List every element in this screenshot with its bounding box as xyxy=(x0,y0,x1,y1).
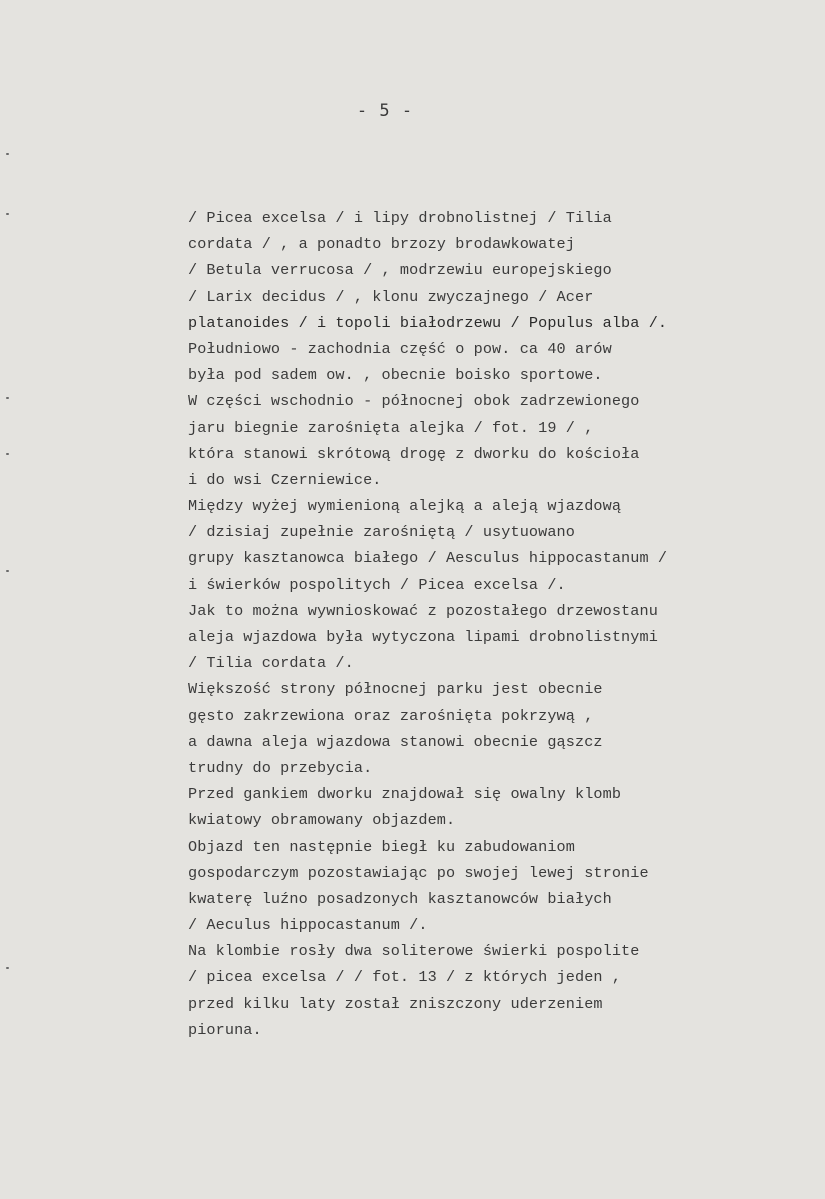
text-line: grupy kasztanowca białego / Aesculus hippocastanum / xyxy=(188,549,668,568)
text-line: Przed gankiem dworku znajdował się owalny klomb xyxy=(188,785,622,804)
text-line: Objazd ten następnie biegł ku zabudowaniom xyxy=(188,837,575,856)
text-line: kwaterę luźno posadzonych kasztanowców białych xyxy=(188,889,612,908)
text-line: cordata / , a ponadto brzozy brodawkowatej xyxy=(188,235,575,254)
text-line: Na klombie rosły dwa soliterowe świerki pospolite xyxy=(188,942,640,961)
margin-mark xyxy=(6,967,9,969)
text-line: Między wyżej wymienioną alejką a aleją wjazdową xyxy=(188,497,622,516)
text-line: Jak to można wywnioskować z pozostałego drzewostanu xyxy=(188,601,658,620)
text-line: a dawna aleja wjazdowa stanowi obecnie gąszcz xyxy=(188,732,603,751)
text-line: / picea excelsa / / fot. 13 / z których jeden , xyxy=(188,968,622,987)
text-line: W części wschodnio - północnej obok zadrzewionego xyxy=(188,392,640,411)
margin-mark xyxy=(6,570,9,572)
margin-mark xyxy=(6,213,9,215)
text-line: kwiatowy obramowany objazdem. xyxy=(188,811,456,830)
text-line: gęsto zakrzewiona oraz zarośnięta pokrzywą , xyxy=(188,706,594,725)
text-line: przed kilku laty został zniszczony uderzeniem xyxy=(188,994,603,1013)
margin-mark xyxy=(6,453,9,455)
text-line: trudny do przebycia. xyxy=(188,758,373,777)
text-line: i świerków pospolitych / Picea excelsa /. xyxy=(188,575,566,594)
text-line: / Betula verrucosa / , modrzewiu europejskiego xyxy=(188,261,612,280)
text-line: która stanowi skrótową drogę z dworku do kościoła xyxy=(188,444,640,463)
text-line: / Picea excelsa / i lipy drobnolistnej / Tilia xyxy=(188,209,612,227)
text-line: Większość strony północnej parku jest obecnie xyxy=(188,680,603,699)
text-line: Południowo - zachodnia część o pow. ca 40 arów xyxy=(188,339,612,358)
margin-mark xyxy=(6,153,9,155)
text-line: aleja wjazdowa była wytyczona lipami drobnolistnymi xyxy=(188,628,658,646)
text-line: / dzisiaj zupełnie zarośniętą / usytuowano xyxy=(188,523,575,542)
text-line: platanoides / i topoli białodrzewu / Populus alba /. xyxy=(188,313,668,332)
text-line: jaru biegnie zarośnięta alejka / fot. 19 / , xyxy=(188,418,594,437)
text-line: była pod sadem ow. , obecnie boisko sportowe. xyxy=(188,366,603,385)
text-line: / Larix decidus / , klonu zwyczajnego / Acer xyxy=(188,287,594,306)
text-line: i do wsi Czerniewice. xyxy=(188,470,382,489)
text-line: pioruna. xyxy=(188,1020,262,1039)
text-line: / Aeculus hippocastanum /. xyxy=(188,916,428,935)
margin-mark xyxy=(6,397,9,399)
page-number: - 5 - xyxy=(356,101,414,121)
text-line: / Tilia cordata /. xyxy=(188,654,354,673)
text-line: gospodarczym pozostawiając po swojej lewej stronie xyxy=(188,863,649,882)
body-text xyxy=(188,205,748,1043)
